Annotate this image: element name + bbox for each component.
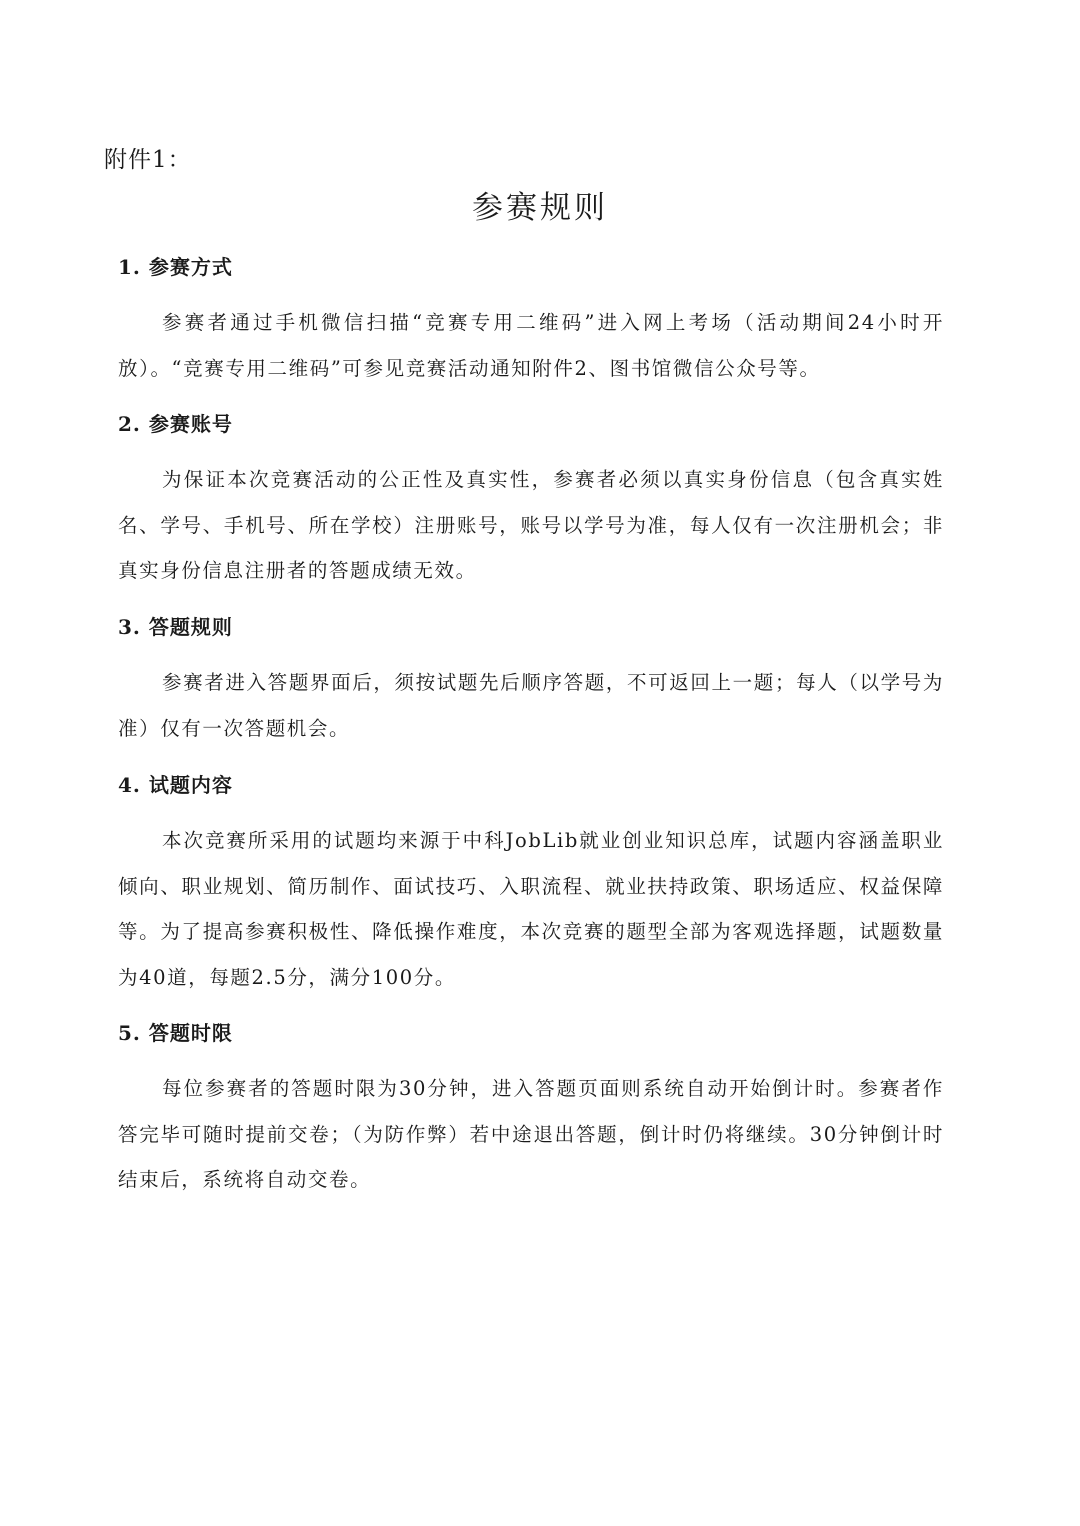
section-body-account: 为保证本次竞赛活动的公正性及真实性，参赛者必须以真实身份信息（包含真实姓名、学号、手机号、所在学校）注册账号，账号以学号为准，每人仅有一次注册机会；非真实身份信息注册者的答题成绩无效。 xyxy=(118,468,944,582)
section-heading-participation-method: 1. 参赛方式 xyxy=(118,255,233,279)
section-heading-question-content: 4. 试题内容 xyxy=(118,773,233,797)
section-heading-time-limit: 5. 答题时限 xyxy=(118,1021,233,1045)
section-body-time-limit: 每位参赛者的答题时限为30分钟，进入答题页面则系统自动开始倒计时。参赛者作答完毕可随时提前交卷；（为防作弊）若中途退出答题，倒计时仍将继续。30分钟倒计时结束后，系统将自动交卷。 xyxy=(118,1077,944,1191)
section-body-answer-rules: 参赛者进入答题界面后，须按试题先后顺序答题，不可返回上一题；每人（以学号为准）仅有一次答题机会。 xyxy=(118,671,944,740)
section-heading-answer-rules: 3. 答题规则 xyxy=(118,615,233,639)
section-body-participation-method: 参赛者通过手机微信扫描“竞赛专用二维码”进入网上考场（活动期间24小时开放）。“竞赛专用二维码”可参见竞赛活动通知附件2、图书馆微信公众号等。 xyxy=(118,311,944,380)
page-title: 参赛规则 xyxy=(472,190,608,226)
section-body-question-content: 本次竞赛所采用的试题均来源于中科JobLib就业创业知识总库，试题内容涵盖职业倾向、职业规划、简历制作、面试技巧、入职流程、就业扶持政策、职场适应、权益保障等。为了提高参赛积极性、降低操作难度，本次竞赛的题型全部为客观选择题，试题数量为40道，每题2.5分，满分100分。 xyxy=(118,829,944,989)
section-heading-account: 2. 参赛账号 xyxy=(118,412,233,436)
attachment-label: 附件1： xyxy=(104,147,192,173)
